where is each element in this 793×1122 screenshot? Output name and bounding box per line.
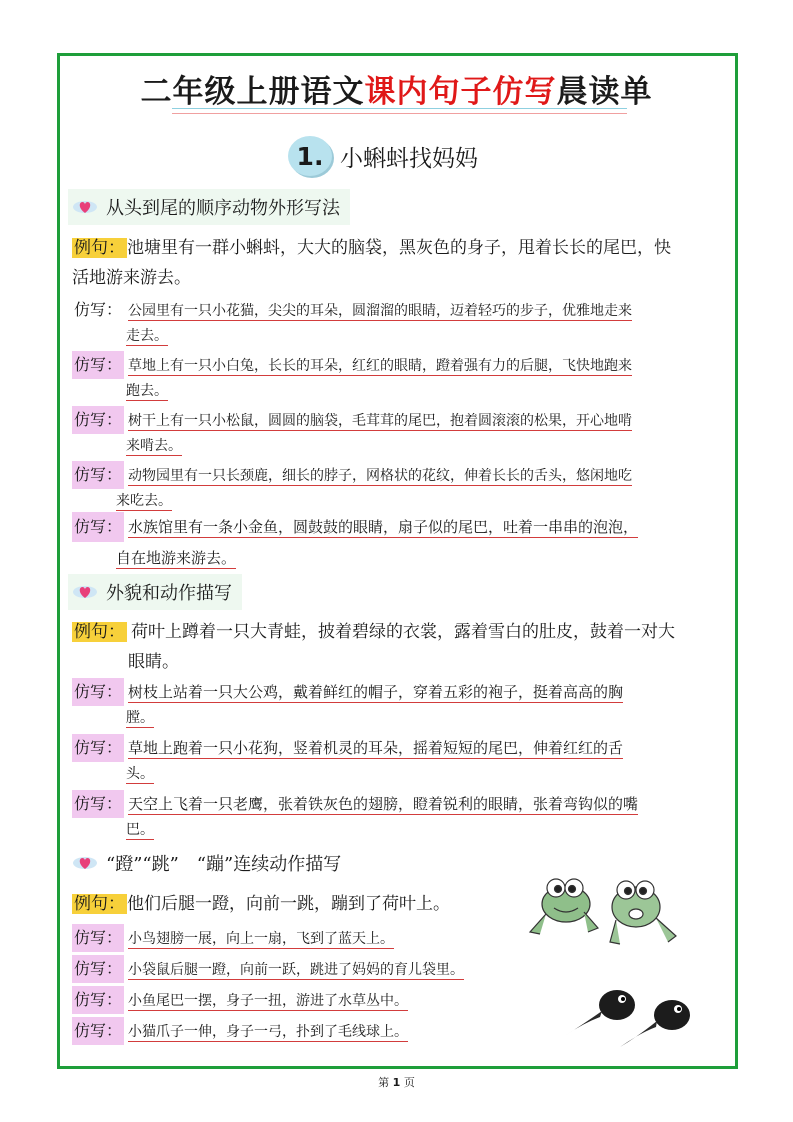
example-label: 例句： [74, 894, 125, 914]
footer-suffix: 页 [400, 1076, 415, 1089]
copy-label: 仿写： [72, 790, 124, 818]
copy-label: 仿写： [74, 300, 123, 319]
lesson-number-badge: 1. [288, 136, 332, 176]
copy-item [72, 296, 727, 350]
copy-label: 仿写： [72, 678, 124, 706]
copy-text: 草地上跑着一只小花狗，竖着机灵的耳朵，摇着短短的尾巴，伸着红红的舌 [128, 739, 624, 757]
example-text: 池塘里有一群小蝌蚪，大大的脑袋，黑灰色的身子，甩着长长的尾巴，快 [127, 238, 671, 258]
copy-label: 仿写： [72, 512, 124, 542]
copy-item [72, 678, 727, 732]
copy-text-cont: 巴。 [126, 822, 154, 838]
tadpoles-illustration [562, 975, 712, 1055]
copy-text-cont: 来啃去。 [126, 438, 182, 454]
copy-text: 水族馆里有一条小金鱼，圆鼓鼓的眼睛，扇子似的尾巴，吐着一串串的泡泡， [128, 518, 639, 536]
heart-icon [72, 198, 98, 216]
copy-label: 仿写： [72, 924, 124, 952]
footer-prefix: 第 [378, 1076, 393, 1089]
example-text-cont: 眼睛。 [128, 652, 179, 672]
copy-label: 仿写： [72, 1017, 124, 1045]
copy-item [72, 461, 727, 515]
copy-item [72, 734, 727, 788]
lesson-heading [288, 136, 478, 176]
copy-text-cont: 走去。 [126, 328, 168, 344]
copy-item [72, 924, 542, 953]
copy-item [72, 512, 727, 574]
page-footer [0, 1074, 793, 1090]
section-heading [68, 845, 351, 881]
copy-text: 树干上有一只小松鼠，圆圆的脑袋，毛茸茸的尾巴，抱着圆滚滚的松果，开心地啃 [128, 413, 633, 429]
copy-label: 仿写： [72, 351, 124, 379]
copy-label: 仿写： [72, 461, 124, 489]
example-sentence [72, 889, 512, 919]
title-part1: 二年级上册语文 [140, 74, 365, 110]
copy-item [72, 986, 542, 1015]
copy-item [72, 955, 552, 984]
heart-icon [72, 583, 98, 601]
page-number: 1 [392, 1076, 401, 1089]
example-text: 荷叶上蹲着一只大青蛙，披着碧绿的衣裳，露着雪白的肚皮，鼓着一对大 [131, 622, 675, 642]
copy-label: 仿写： [72, 986, 124, 1014]
section-title: “蹬”“跳” “蹦”连续动作描写 [106, 854, 342, 875]
copy-text: 小鱼尾巴一摆，身子一扭，游进了水草丛中。 [128, 993, 409, 1009]
copy-text: 公园里有一只小花猫，尖尖的耳朵，圆溜溜的眼睛，迈着轻巧的步子，优雅地走来 [128, 303, 633, 319]
copy-item [72, 790, 727, 844]
heart-icon [72, 854, 98, 872]
section-heading [68, 574, 242, 610]
copy-label: 仿写： [72, 734, 124, 762]
copy-text: 小猫爪子一伸，身子一弓，扑到了毛线球上。 [128, 1024, 409, 1040]
copy-label: 仿写： [72, 406, 124, 434]
lesson-title: 小蝌蚪找妈妈 [340, 145, 478, 172]
copy-item [72, 406, 727, 460]
example-sentence [72, 233, 732, 293]
example-sentence [72, 617, 732, 677]
section-heading [68, 189, 350, 225]
copy-text-cont: 自在地游来游去。 [116, 549, 237, 567]
copy-text: 小鸟翅膀一展，向上一扇，飞到了蓝天上。 [128, 931, 395, 947]
section-title: 从头到尾的顺序动物外形写法 [106, 198, 340, 219]
title-highlight: 课内句子仿写 [364, 74, 557, 110]
copy-text-cont: 来吃去。 [116, 493, 172, 509]
copy-text: 树枝上站着一只大公鸡，戴着鲜红的帽子，穿着五彩的袍子，挺着高高的胸 [128, 683, 624, 701]
example-text: 他们后腿一蹬，向前一跳，蹦到了荷叶上。 [127, 894, 450, 914]
copy-text: 动物园里有一只长颈鹿，细长的脖子，网格状的花纹，伸着长长的舌头，悠闲地吃 [128, 468, 633, 484]
example-text-cont: 活地游来游去。 [72, 268, 191, 288]
example-label: 例句： [74, 622, 125, 642]
frogs-illustration [518, 862, 693, 952]
section-title: 外貌和动作描写 [106, 583, 232, 604]
copy-label: 仿写： [72, 955, 124, 983]
title-underline [172, 108, 627, 114]
copy-text: 小袋鼠后腿一蹬，向前一跃，跳进了妈妈的育儿袋里。 [128, 962, 465, 978]
example-label: 例句： [74, 238, 125, 258]
copy-item [72, 1017, 542, 1046]
copy-text: 天空上飞着一只老鹰，张着铁灰色的翅膀，瞪着锐利的眼睛，张着弯钩似的嘴 [128, 795, 639, 813]
title-part3: 晨读单 [556, 74, 653, 110]
copy-text-cont: 头。 [126, 766, 154, 782]
copy-item [72, 351, 727, 405]
copy-text-cont: 跑去。 [126, 383, 168, 399]
page-title [0, 66, 793, 111]
copy-text-cont: 膛。 [126, 710, 154, 726]
copy-text: 草地上有一只小白兔，长长的耳朵，红红的眼睛，蹬着强有力的后腿，飞快地跑来 [128, 358, 633, 374]
